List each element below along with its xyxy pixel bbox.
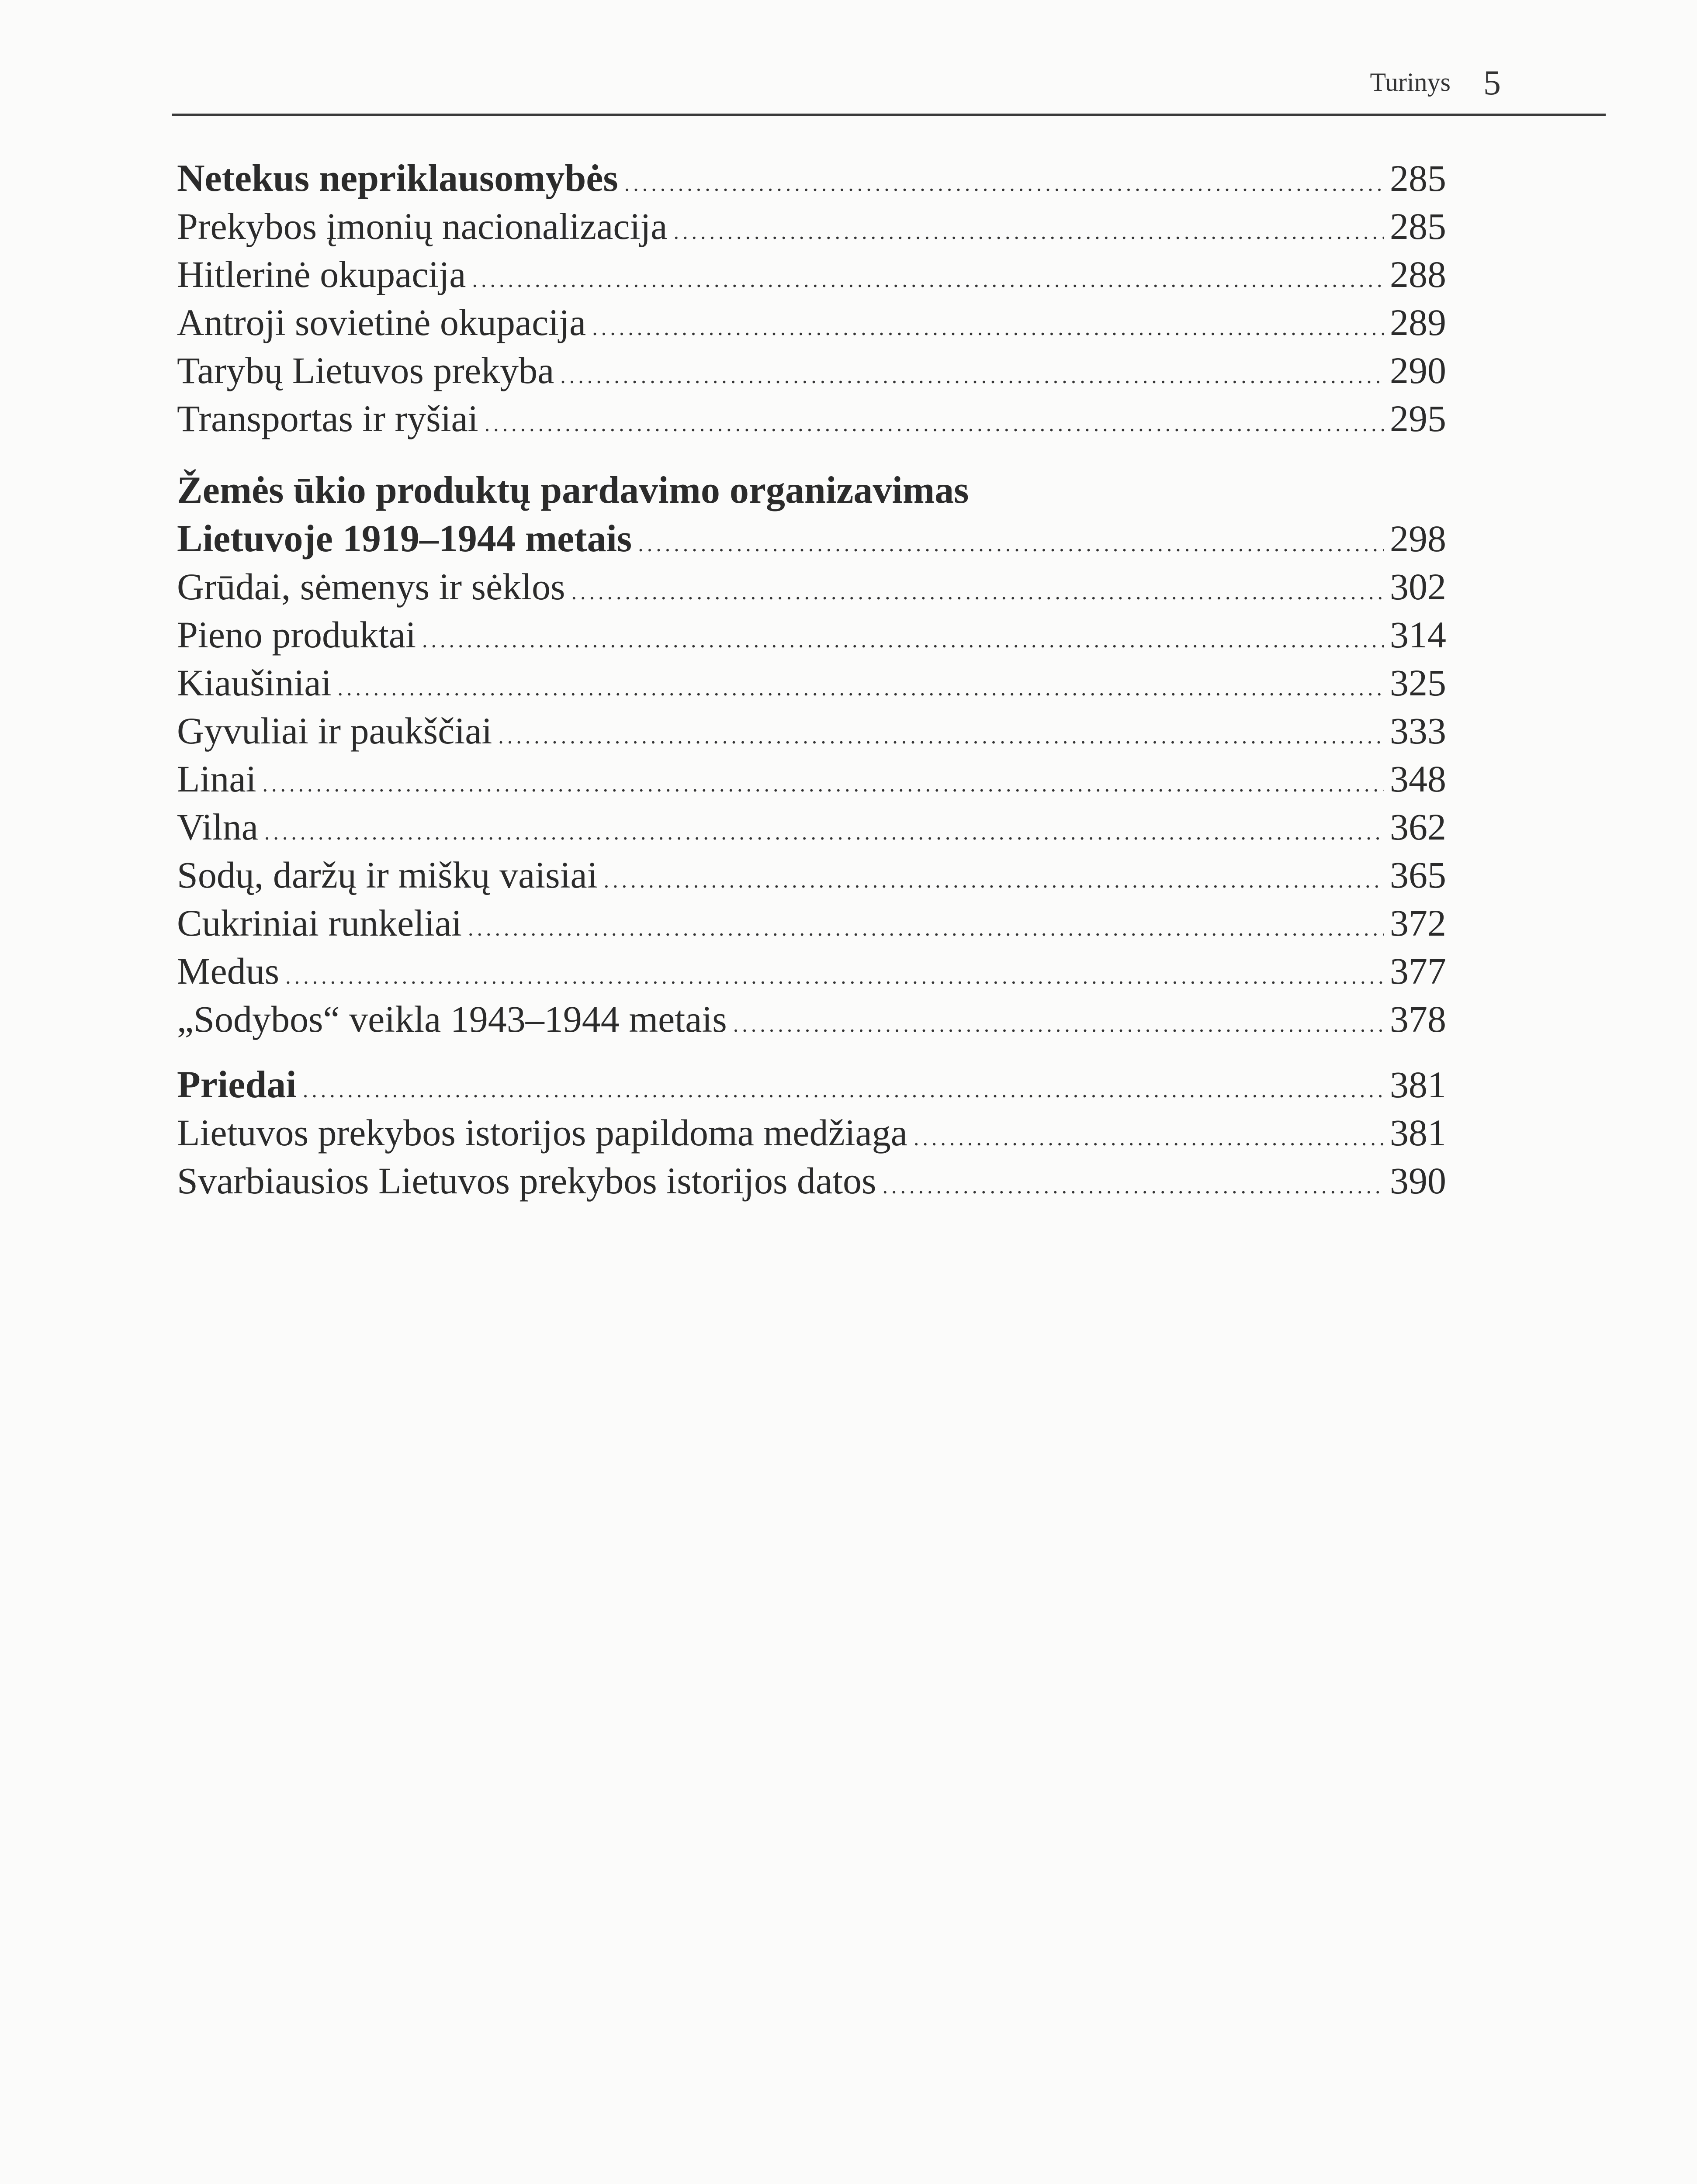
toc-section-heading[interactable] (177, 1064, 1446, 1111)
toc-section-title-line2: Lietuvoje 1919–1944 metais (177, 518, 632, 560)
toc-item-title: Prekybos įmonių nacionalizacija (177, 205, 668, 247)
toc-leader-dots (592, 307, 1384, 349)
toc-page-number: 289 (1390, 301, 1446, 343)
toc-leader-dots (673, 211, 1384, 252)
toc-leader-dots (571, 571, 1384, 613)
toc-leader-dots (422, 619, 1384, 661)
toc-item[interactable] (177, 1112, 1446, 1159)
toc-leader-dots (468, 907, 1384, 949)
toc-item[interactable] (177, 253, 1446, 301)
toc-leader-dots (638, 523, 1384, 565)
toc-leader-dots (560, 355, 1384, 397)
toc-page-number: 377 (1390, 950, 1446, 992)
toc-item[interactable] (177, 950, 1446, 997)
toc-leader-dots (472, 259, 1384, 301)
toc-item-title: Linai (177, 758, 256, 800)
toc-page-number: 295 (1390, 397, 1446, 439)
toc-item-title: Hitlerinė okupacija (177, 253, 466, 295)
toc-item-title: Medus (177, 950, 280, 992)
toc-item-title: Svarbiausios Lietuvos prekybos istorijos datos (177, 1160, 876, 1202)
toc-page-number: 372 (1390, 902, 1446, 944)
header-rule (172, 114, 1606, 116)
running-header-title: Turinys (1370, 68, 1451, 97)
toc-leader-dots (882, 1165, 1384, 1207)
toc-item-title: Antroji sovietinė okupacija (177, 301, 586, 343)
toc-item[interactable] (177, 397, 1446, 445)
toc-leader-dots (285, 955, 1384, 997)
toc-page-number: 288 (1390, 253, 1446, 295)
toc-item-title: Grūdai, sėmenys ir sėklos (177, 566, 565, 608)
toc-item-title: Cukriniai runkeliai (177, 902, 462, 944)
toc-page-number: 362 (1390, 806, 1446, 848)
toc-item-title: Kiaušiniai (177, 662, 332, 704)
toc-leader-dots (498, 715, 1384, 757)
toc-item[interactable] (177, 566, 1446, 613)
toc-page-number: 381 (1390, 1064, 1446, 1106)
toc-item-title: „Sodybos“ veikla 1943–1944 metais (177, 998, 727, 1040)
toc-item-title: Gyvuliai ir paukščiai (177, 710, 492, 752)
toc-page-number: 285 (1390, 157, 1446, 199)
toc-item-title: Sodų, daržų ir miškų vaisiai (177, 854, 598, 896)
toc-leader-dots (914, 1117, 1384, 1159)
toc-leader-dots (263, 763, 1384, 805)
toc-item[interactable] (177, 854, 1446, 901)
toc-item-title: Vilna (177, 806, 258, 848)
toc-page-number: 285 (1390, 205, 1446, 247)
toc-leader-dots (733, 1003, 1384, 1045)
toc-section-title-line1[interactable]: Žemės ūkio produktų pardavimo organizavimas (177, 469, 969, 511)
toc-page-number: 348 (1390, 758, 1446, 800)
toc-page-number: 325 (1390, 662, 1446, 704)
toc-page-number: 302 (1390, 566, 1446, 608)
toc-page-number: 314 (1390, 614, 1446, 656)
toc-item-title: Tarybų Lietuvos prekyba (177, 349, 554, 391)
toc-item[interactable] (177, 806, 1446, 853)
toc-leader-dots (604, 859, 1384, 901)
toc-page-number: 390 (1390, 1160, 1446, 1202)
toc-leader-dots (624, 162, 1384, 204)
toc-page-number: 365 (1390, 854, 1446, 896)
toc-leader-dots (338, 667, 1384, 709)
toc-page-number: 290 (1390, 349, 1446, 391)
toc-item[interactable] (177, 710, 1446, 757)
toc-item[interactable] (177, 758, 1446, 805)
toc-item[interactable] (177, 998, 1446, 1045)
toc-item-title: Pieno produktai (177, 614, 416, 656)
toc-leader-dots (485, 403, 1384, 445)
toc-leader-dots (303, 1069, 1384, 1111)
toc-leader-dots (264, 811, 1384, 853)
toc-item[interactable] (177, 902, 1446, 949)
page-number: 5 (1483, 64, 1501, 102)
toc-item[interactable] (177, 205, 1446, 252)
toc-section-title: Netekus nepriklausomybės (177, 157, 618, 200)
toc-item[interactable] (177, 662, 1446, 709)
toc-section-title: Priedai (177, 1064, 297, 1106)
toc-section-heading[interactable] (177, 157, 1446, 204)
toc-item[interactable] (177, 301, 1446, 349)
toc-item[interactable] (177, 614, 1446, 661)
toc-page-number: 333 (1390, 710, 1446, 752)
toc-item[interactable] (177, 349, 1446, 397)
toc-page-number: 381 (1390, 1112, 1446, 1154)
toc-page-number: 298 (1390, 518, 1446, 560)
toc-item[interactable] (177, 1160, 1446, 1207)
toc-section-heading[interactable] (177, 518, 1446, 565)
toc-page-number: 378 (1390, 998, 1446, 1040)
toc-item-title: Lietuvos prekybos istorijos papildoma medžiaga (177, 1112, 907, 1154)
toc-item-title: Transportas ir ryšiai (177, 397, 478, 439)
